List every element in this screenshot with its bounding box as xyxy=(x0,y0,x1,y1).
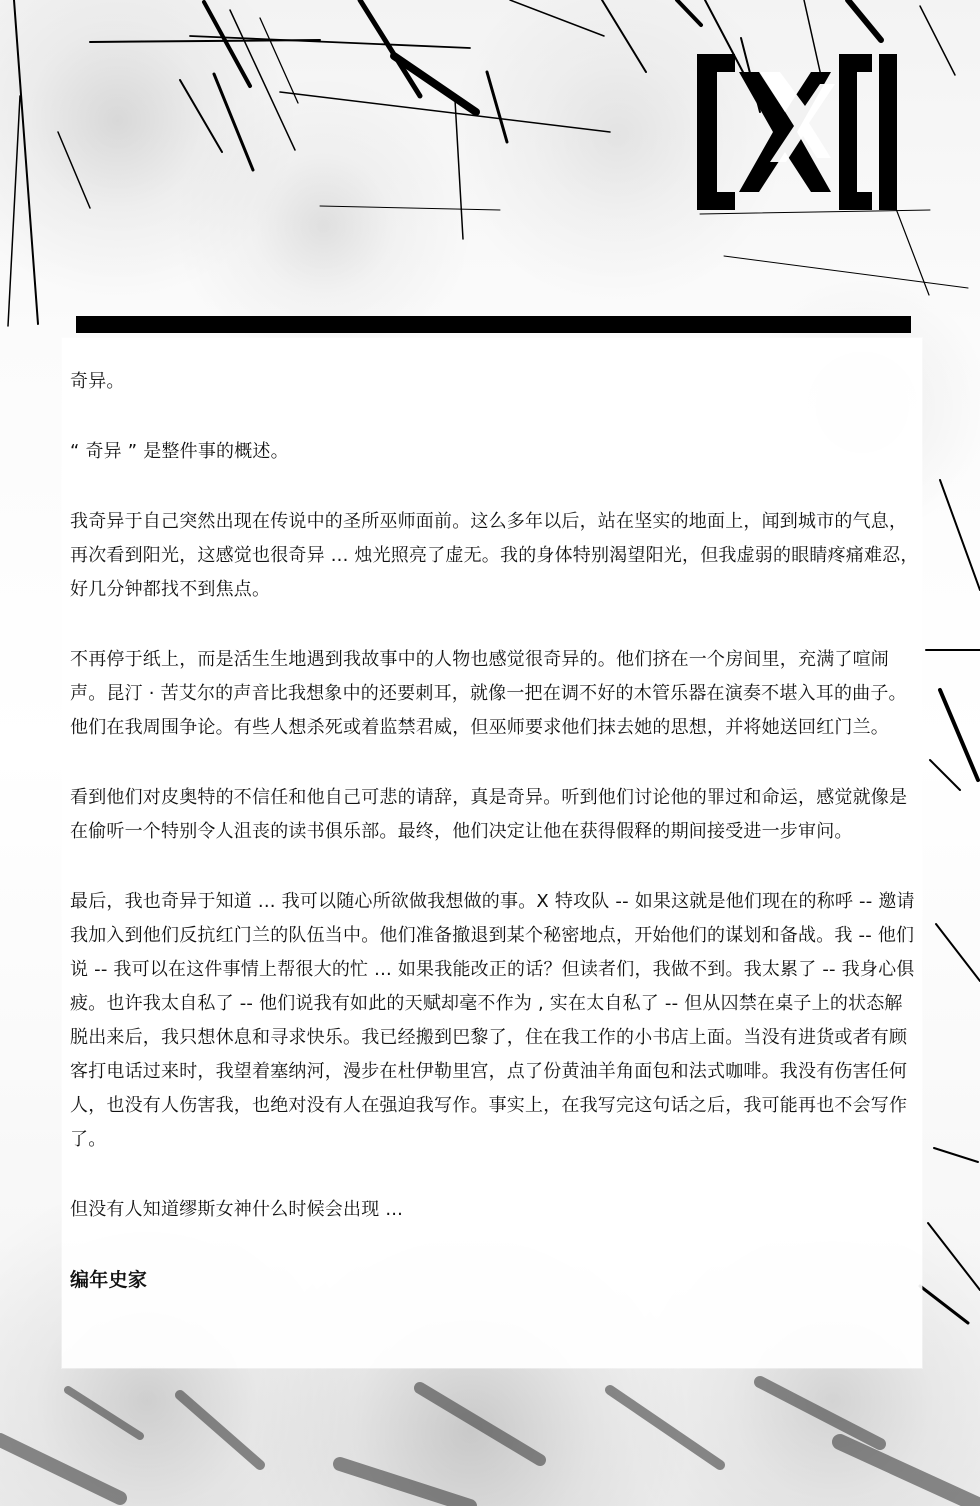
signature: 编年史家 xyxy=(70,1269,148,1291)
paragraph-3: 我奇异于自己突然出现在传说中的圣所巫师面前。这么多年以后，站在坚实的地面上，闻到城市的气息，再次看到阳光，这感觉也很奇异 ... 烛光照亮了虚无。我的身体特别渴望阳光，但我虚弱的眼睛疼痛难忍，好几分钟都找不到焦点。 xyxy=(70,511,919,600)
paragraph-2: “ 奇异 ” 是整件事的概述。 xyxy=(70,441,289,462)
paragraph-6: 最后，我也奇异于知道 ... 我可以随心所欲做我想做的事。X 特攻队 -- 如果这就是他们现在的称呼 -- 邀请我加入到他们反抗红门兰的队伍当中。他们准备撤退到某个秘密地点，开始他们的谋划和备战。我 -- 他们说 -- 我可以在这件事情上帮很大的忙 ... 如果我能改正的话？但读者们，我做不到。我太累了 -- 我身心俱疲。也许我太自私了 -- 他们说我有如此的天赋却毫不作为 , 实在太自私了 -- 但从囚禁在桌子上的状态解脱出来后，我只想休息和寻求快乐。我已经搬到巴黎了，住在我工作的小书店上面。当没有进货或者有顾客打电话过来时，我望着塞纳河，漫步在杜伊勒里宫，点了份黄油羊角面包和法式咖啡。我没有伤害任何人，也没有人伤害我，也绝对没有人在强迫我写作。事实上，在我写完这句话之后，我可能再也不会写作了。 xyxy=(70,891,915,1150)
paragraph-5: 看到他们对皮奥特的不信任和他自己可悲的请辞，真是奇异。听到他们讨论他的罪过和命运，感觉就像是在偷听一个特别令人沮丧的读书俱乐部。最终，他们决定让他在获得假释的期间接受进一步审问。 xyxy=(70,787,908,842)
paragraph-7: 但没有人知道缪斯女神什么时候会出现 ... xyxy=(70,1199,404,1220)
header-divider xyxy=(76,316,911,333)
paragraph-4: 不再停于纸上，而是活生生地遇到我故事中的人物也感觉很奇异的。他们挤在一个房间里，充满了喧闹声。昆汀 · 苦艾尔的声音比我想象中的还要刺耳，就像一把在调不好的木管乐器在演奏不堪入耳的曲子。他们在我周围争论。有些人想杀死或着监禁君威，但巫师要求他们抹去她的思想，并将她送回红门兰。 xyxy=(70,649,907,738)
paragraph-1: 奇异。 xyxy=(70,371,125,392)
x-brackets-logo-icon xyxy=(697,54,897,210)
chronicle-text xyxy=(70,365,920,1297)
